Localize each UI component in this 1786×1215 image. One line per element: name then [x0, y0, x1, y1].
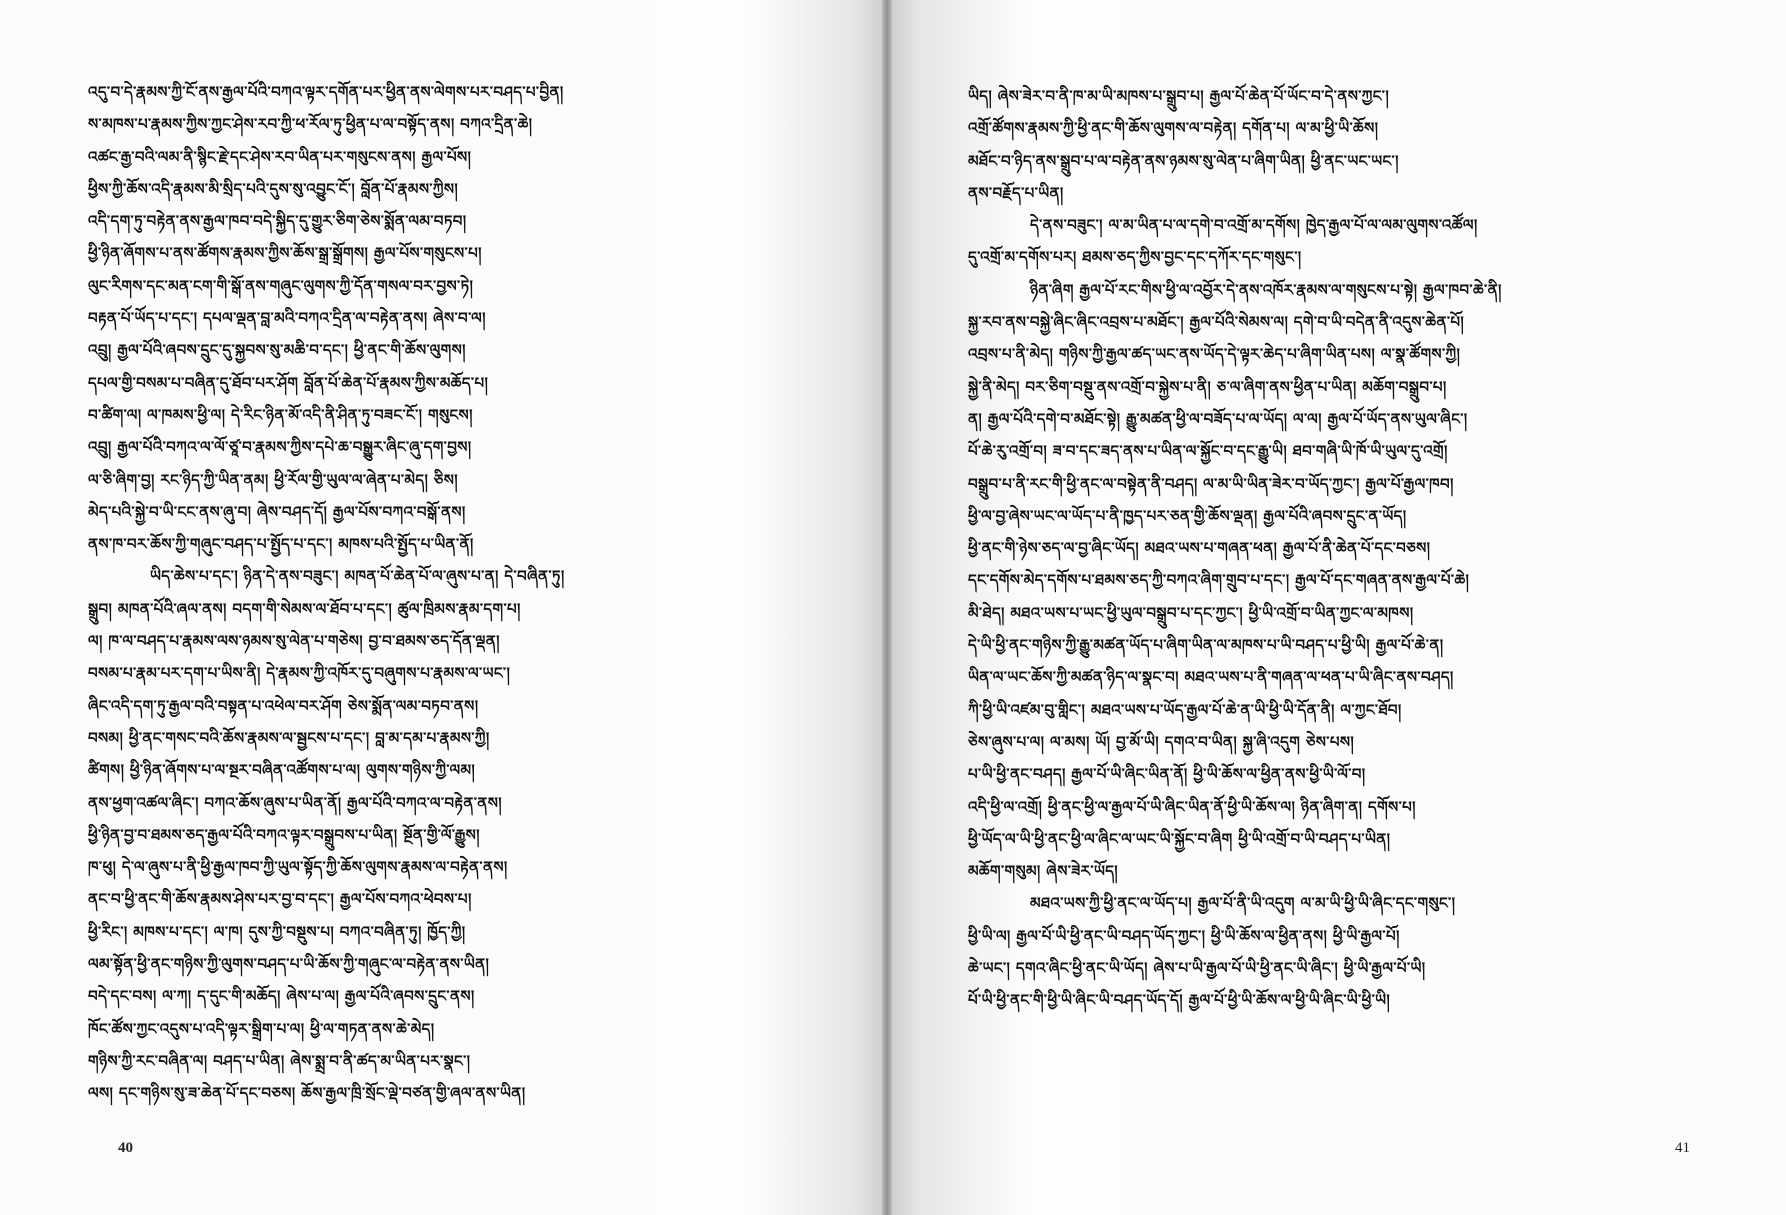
- text-line: མི་ཐེད། མཐའ་ཡས་པ་ཡང་ཕྱི་ཡུལ་བསྒྲུབ་པ་དང་ཀྱང་། ཕྱི་ཡི་འགྲོ་བ་ཡིན་ཀྱང་ལ་མཁས།: [968, 603, 1414, 622]
- text-line: འདི་ཕྱི་ལ་འགྲོ། ཕྱི་ནང་ཕྱི་ལ་རྒྱལ་པོ་ཡི་ཞིང་ཡིན་ནོ་ཕྱི་ཡི་ཆོས་ལ། ཉིན་ཞིག་ན། དགོས་པ།: [968, 797, 1416, 816]
- right-page: [892, 0, 1786, 1215]
- text-line: འབྲུ། རྒྱལ་པོའི་ཞབས་དྲུང་དུ་སྐྱབས་སུ་མཆི་བ་དང་། ཕྱི་ནང་གི་ཆོས་ལུགས།: [88, 341, 466, 360]
- text-line: ལ། ཁ་ལ་བཤད་པ་རྣམས་ལས་ཉམས་སུ་ལེན་པ་གཅེས། བྱ་བ་ཐམས་ཅད་དོན་ལྡན།: [88, 632, 500, 651]
- text-line: སྐྱེ་ནི་མེད། བར་ཅིག་བསྡུ་ནས་འགྲོ་བ་སྐྱེས་པ་ནི། ཅ་ལ་ཞིག་ནས་ཕྱིན་པ་ཡིན། མཆོག་བསྒྲུབ་པ།: [968, 377, 1447, 396]
- text-line: ཕྱིས་ཀྱི་ཆོས་འདི་རྣམས་མི་སྲིད་པའི་དུས་སུ་འབྱུང་ངོ་། བློན་པོ་རྣམས་ཀྱིས།: [88, 179, 459, 198]
- text-line: པོ་ཡི་ཕྱི་ནང་གི་ཕྱི་ཡི་ཞིང་ཡི་བཤད་ཡོད་དོ། རྒྱལ་པོ་ཕྱི་ཡི་ཆོས་ལ་ཕྱི་ཡི་ཞིང་ཡི་ཕྱི་ཡི།: [968, 991, 1391, 1010]
- text-line: བསམ་པ་རྣམ་པར་དག་པ་ཡིས་ནི། དེ་རྣམས་ཀྱི་འཁོར་དུ་བཞུགས་པ་རྣམས་ལ་ཡང་།: [88, 664, 511, 683]
- text-line: ཡིད། ཞེས་ཟེར་བ་ནི་ཁ་མ་ཡི་མཁས་པ་སྒྲུབ་པ། རྒྱལ་པོ་ཆེན་པོ་ཡོང་བ་དེ་ནས་ཀྱང་།: [968, 87, 1390, 105]
- text-line: ཕྱི་ཡོད་ལ་ཡི་ཕྱི་ནང་ཕྱི་ལ་ཞིང་ལ་ཡང་ཡི་སྐྱོང་བ་ཞིག ཕྱི་ཡི་འགྲོ་བ་ཡི་བཤད་པ་ཡིན།: [968, 829, 1391, 848]
- text-line: འདི་དག་ཏུ་བརྟེན་ནས་རྒྱལ་ཁབ་བདེ་སྐྱིད་དུ་གྱུར་ཅིག་ཅེས་སྨོན་ལམ་བཏབ།: [88, 212, 467, 231]
- text-line: ས་མཁས་པ་རྣམས་ཀྱིས་ཀྱང་ཤེས་རབ་ཀྱི་ཕ་རོལ་ཏུ་ཕྱིན་པ་ལ་བསྟོད་ནས། བཀའ་དྲིན་ཆེ།: [88, 115, 533, 134]
- text-line: མཐོང་བ་ཉིད་ནས་སྒྲུབ་པ་ལ་བརྟེན་ནས་ཉམས་སུ་ལེན་པ་ཞིག་ཡིན། ཕྱི་ནང་ཡང་ཡང་།: [968, 151, 1399, 170]
- text-line: མཆོག་གསུམ། ཞེས་ཟེར་ཡོད།: [968, 862, 1119, 881]
- text-line: ལུང་རིགས་དང་མན་ངག་གི་སྒོ་ནས་གཞུང་ལུགས་ཀྱི་དོན་གསལ་བར་བྱས་ཏེ།: [88, 276, 474, 295]
- text-line: དཔལ་གྱི་བསམ་པ་བཞིན་དུ་ཐོབ་པར་ཤོག བློན་པོ་ཆེན་པོ་རྣམས་ཀྱིས་མཆོད་པ།: [88, 373, 489, 392]
- text-line: བསྒྲུབ་པ་ནི་རང་གི་ཕྱི་ནང་ལ་བསྟེན་ནི་བཤད། ལ་མ་ཡི་ཡིན་ཟེར་བ་ཡོད་ཀྱང་། རྒྱལ་པོ་རྒྱལ་ཁབ།: [968, 474, 1454, 493]
- text-line: ཕྱི་ཉིན་ཞོགས་པ་ནས་ཚོགས་རྣམས་ཀྱིས་ཆོས་སྒྲ་སྒྲོགས། རྒྱལ་པོས་གསུངས་པ།: [88, 244, 482, 263]
- left-page: [0, 0, 882, 1215]
- text-line: ཡིན་ལ་ཡང་ཆོས་ཀྱི་མཚན་ཉིད་ལ་སྣང་བ། མཐའ་ཡས་པ་ནི་གཞན་ལ་ཕན་པ་ཡི་ཞིང་ནས་བཤད།: [968, 668, 1454, 687]
- text-line: ཕྱི་རིང་། མཁས་པ་དང་། ལ་ཁ། དུས་ཀྱི་བསྡུས་པ། བཀའ་བཞིན་ཏུ། ཁྱོད་ཀྱི།: [88, 922, 466, 941]
- text-line: བརྟན་པོ་ཡོད་པ་དང་། དཔལ་ལྡན་བླ་མའི་བཀའ་དྲིན་ལ་བརྟེན་ནས། ཞེས་བ་ལ།: [88, 309, 486, 328]
- left-page-text: [88, 76, 822, 1110]
- book-gutter: [882, 0, 892, 1215]
- text-line: ཅེས་ཞུས་པ་ལ། ལ་མས། ཡོ། བྱ་མོ་ཡི། དགའ་བ་ཡིན། སྐྱ་ཞི་འདུག ཅེས་པས།: [968, 732, 1355, 751]
- text-line: མཐའ་ཡས་ཀྱི་ཕྱི་ནང་ལ་ཡོད་པ། རྒྱལ་པོ་ནི་ཡི་འདུག ལ་མ་ཡི་ཕྱི་ཡི་ཞིང་དང་གསུང་།: [1030, 894, 1456, 913]
- text-line: ཉིན་ཞིག རྒྱལ་པོ་རང་གིས་ཕྱི་ལ་འབྱོར་དེ་ནས་འཁོར་རྣམས་ལ་གསུངས་པ་སྟེ། རྒྱལ་ཁབ་ཆེ་ནི།: [1030, 280, 1502, 299]
- text-line: ལས། དང་གཉིས་སུ་ཟ་ཆེན་པོ་དང་བཅས། ཆོས་རྒྱལ་ཁྲི་སྲོང་ལྡེ་བཙན་གྱི་ཞལ་ནས་ཡིན།: [88, 1084, 526, 1103]
- text-line: ཡིད་ཆེས་པ་དང་། ཉིན་དེ་ནས་བཟུང་། མཁན་པོ་ཆེན་པོ་ལ་ཞུས་པ་ན། དེ་བཞིན་ཏུ།: [150, 567, 565, 586]
- text-line: ཕྱི་ཡི་ལ། རྒྱལ་པོ་ཡི་ཕྱི་ནང་ཡི་བཤད་ཡོད་ཀྱང་། ཕྱི་ཡི་ཆོས་ལ་ཕྱིན་ནས། ཕྱི་ཡི་རྒྱལ་པོ།: [968, 926, 1400, 945]
- text-line: དུ་འགྲོ་མ་དགོས་པར། ཐམས་ཅད་ཀྱིས་བྱང་དང་དཀོར་དང་གསུང་།: [968, 248, 1302, 267]
- text-line: དེ་ནས་བཟུང་། ལ་མ་ཡིན་པ་ལ་དགེ་བ་འགྲོ་མ་དགོས། ཁྱེད་རྒྱལ་པོ་ལ་ལམ་ལུགས་འཚོལ།: [1030, 216, 1478, 235]
- text-line: འགྲོ་ཚོགས་རྣམས་ཀྱི་ཕྱི་ནང་གི་ཆོས་ལུགས་ལ་བརྟེན། དགོན་པ། ལ་མ་ཕྱི་ཡི་ཆོས།: [968, 119, 1379, 138]
- text-line: ཀི་ཕྱི་ཡི་འཛམ་བུ་གླིང་། མཐའ་ཡས་པ་ཡོད་རྒྱལ་པོ་ཆེ་ན་ཡི་ཕྱི་ཡི་དོན་ནི། ལ་ཀྱང་ཐོབ།: [968, 700, 1402, 719]
- text-line: ཁོང་ཚོས་ཀྱང་འདུས་པ་འདི་ལྟར་སྒྲིག་པ་ལ། ཕྱི་ལ་གཏན་ནས་ཆེ་མེད།: [88, 1019, 435, 1038]
- text-line: སྐྱ་རབ་ནས་བསྐྱེ་ཞིང་ཞིང་འབྲས་པ་མཐོང་། རྒྱལ་པོའི་སེམས་ལ། དགེ་བ་ཡི་བདེན་ནི་འདུས་ཆེན་པོ།: [968, 313, 1465, 332]
- text-line: ཕྱི་ནང་གི་ཉེས་ཅད་ལ་བྱ་ཞིང་ཡོད། མཐའ་ཡས་པ་གཞན་ཕན། རྒྱལ་པོ་ནི་ཆེན་པོ་དང་བཅས།: [968, 539, 1431, 558]
- left-page-number: 40: [118, 1140, 133, 1156]
- text-line: པ་ཡི་ཕྱི་ནང་བཤད། རྒྱལ་པོ་ཡི་ཞིང་ཡིན་ནོ། ཕྱི་ཡི་ཆོས་ལ་ཕྱིན་ནས་ཕྱི་ཡི་ལོ་བ།: [968, 765, 1366, 784]
- text-line: ལ་ཅི་ཞིག་བྱ། རང་ཉིད་ཀྱི་ཡིན་ནམ། ཕྱི་རོལ་གྱི་ཡུལ་ལ་ཞེན་པ་མེད། ཅིས།: [88, 470, 458, 489]
- text-line: འཚང་རྒྱ་བའི་ལམ་ནི་སྙིང་རྗེ་དང་ཤེས་རབ་ཡིན་པར་གསུངས་ནས། རྒྱལ་པོས།: [88, 147, 472, 166]
- text-line: བ་ཚིག་ལ། ལ་ཁམས་ཕྱི་ལ། དེ་རིང་ཉིན་མོ་འདི་ནི་ཤིན་ཏུ་བཟང་ངོ་། གསུངས།: [88, 405, 473, 424]
- text-line: ནང་བ་ཕྱི་ནང་གི་ཆོས་རྣམས་ཤེས་པར་བྱ་བ་དང་། རྒྱལ་པོས་བཀའ་ཕེབས་པ།: [88, 890, 472, 909]
- text-line: འབྲུ། རྒྱལ་པོའི་བཀའ་ལ་ལོ་ཙཱ་བ་རྣམས་ཀྱིས་དཔེ་ཆ་བསྒྱུར་ཞིང་ཞུ་དག་བྱས།: [88, 438, 472, 457]
- text-line: ཆེ་ཡང་། དགའ་ཞིང་ཕྱི་ནང་ཡི་ཡོད། ཞེས་པ་ཡི་རྒྱལ་པོ་ཡི་ཕྱི་ནང་ཡི་ཞིང་། ཕྱི་ཡི་རྒྱལ་པོ་ཡི།: [968, 959, 1426, 978]
- text-line: དང་དགོས་མེད་དགོས་པ་ཐམས་ཅད་ཀྱི་བཀའ་ཞིག་གྲུབ་པ་དང་། རྒྱལ་པོ་དང་གཞན་ནས་རྒྱལ་པོ་ཆེ།: [968, 571, 1470, 590]
- text-line: ཚིགས། ཕྱི་ཉིན་ཞོགས་པ་ལ་སྔར་བཞིན་འཚོགས་པ་ལ། ལུགས་གཉིས་ཀྱི་ལམ།: [88, 761, 476, 780]
- text-line: དེ་ཡི་ཕྱི་ནང་གཉིས་ཀྱི་རྒྱུ་མཚན་ཡོད་པ་ཞིག་ཡིན་ལ་མཁས་པ་ཡི་བཤད་པ་ཕྱི་ཡི། རྒྱལ་པོ་ཆེ་ན།: [968, 636, 1444, 655]
- text-line: ནས་ཁ་བར་ཆོས་ཀྱི་གཞུང་བཤད་པ་སྤྱོད་པ་དང་། མཁས་པའི་སྤྱོད་པ་ཡིན་ནོ།: [88, 535, 474, 554]
- text-line: འབྲས་པ་ནི་མེད། གཉིས་ཀྱི་རྒྱལ་ཚད་ཡང་ནས་ཡོད་དེ་ལྟར་ཆེད་པ་ཞིག་ཡིན་པས། ལ་སྣ་ཚོགས་ཀྱི།: [968, 345, 1461, 364]
- text-line: སྒྲུབ། མཁན་པོའི་ཞལ་ནས། བདག་གི་སེམས་ལ་ཐོབ་པ་དང་། ཚུལ་ཁྲིམས་རྣམ་དག་པ།: [88, 599, 521, 618]
- text-line: ཁ་ཕུ། དེ་ལ་ཞུས་པ་ནི་ཕྱི་རྒྱལ་ཁབ་ཀྱི་ཡུལ་སྟོད་ཀྱི་ཆོས་ལུགས་རྣམས་ལ་བརྟེན་ནས།: [88, 858, 508, 877]
- right-page-number: 41: [1675, 1140, 1690, 1156]
- right-page-text: [968, 80, 1690, 1017]
- text-line: བདེ་དང་བས། ལ་ཀ། ད་དུང་གི་མཆོད། ཞེས་པ་ལ། རྒྱལ་པོའི་ཞབས་དྲུང་ནས།: [88, 987, 475, 1006]
- text-line: འདུ་བ་དེ་རྣམས་ཀྱི་ངོ་ནས་རྒྱལ་པོའི་བཀའ་ལྟར་དགོན་པར་ཕྱིན་ནས་ལེགས་པར་བཤད་པ་བྱིན།: [88, 83, 564, 101]
- text-line: ཞིང་འདི་དག་ཏུ་རྒྱལ་བའི་བསྟན་པ་འཕེལ་བར་ཤོག ཅེས་སྨོན་ལམ་བཏབ་ནས།: [88, 696, 479, 715]
- text-line: ནས་བརྗོད་པ་ཡིན།: [968, 183, 1064, 202]
- text-line: ན། རྒྱལ་པོའི་དགེ་བ་མཐོང་སྟེ། རྒྱུ་མཚན་ཕྱི་ལ་བཟོད་པ་ལ་ཡོད། ལ་ལ། རྒྱལ་པོ་ཡོད་ནས་ཡུལ་ཞིང་།: [968, 409, 1468, 428]
- text-line: མེད་པའི་སྐྱེ་བ་ཡི་ངང་ནས་ཞུ་བ། ཞེས་བཤད་དོ། རྒྱལ་པོས་བཀའ་བསྒོ་ནས།: [88, 502, 466, 521]
- text-line: ཕྱི་ཉིན་བྱ་བ་ཐམས་ཅད་རྒྱལ་པོའི་བཀའ་ལྟར་བསྒྲུབས་པ་ཡིན། སྔོན་གྱི་ལོ་རྒྱུས།: [88, 825, 480, 844]
- text-line: པོ་ཆེ་རུ་འགྲོ་བ། ཟ་བ་དང་ཟད་ནས་པ་ཡིན་ལ་སྐྱོང་བ་དང་རྒྱུ་ཡི། ཐབ་གཞི་ཡི་ཁོ་ཡི་ཡུལ་དུ་འགྲོ།: [968, 442, 1448, 461]
- text-line: ནས་ཕྱག་འཚལ་ཞིང་། བཀའ་ཆོས་ཞུས་པ་ཡིན་ནོ། རྒྱལ་པོའི་བཀའ་ལ་བརྟེན་ནས།: [88, 793, 502, 812]
- text-line: གཉིས་ཀྱི་རང་བཞིན་ལ། བཤད་པ་ཡིན། ཞེས་སྨྲ་བ་ནི་ཚད་མ་ཡིན་པར་སྣང་།: [88, 1051, 471, 1070]
- text-line: ཕྱི་ལ་བྱ་ཞེས་ཡང་ལ་ཡོད་པ་ནི་ཁྱད་པར་ཅན་གྱི་ཆོས་ལྡན། རྒྱལ་པོའི་ཞབས་དྲུང་ན་ཡོད།: [968, 506, 1407, 525]
- text-line: བསམ། ཕྱི་ནང་གསང་བའི་ཆོས་རྣམས་ལ་སྦྱངས་པ་དང་། བླ་མ་དམ་པ་རྣམས་ཀྱི།: [88, 728, 490, 747]
- text-line: ལམ་སྟོན་ཕྱི་ནང་གཉིས་ཀྱི་ལུགས་བཤད་པ་ཡི་ཆོས་ཀྱི་གཞུང་ལ་བརྟེན་ནས་ཡིན།: [88, 955, 490, 974]
